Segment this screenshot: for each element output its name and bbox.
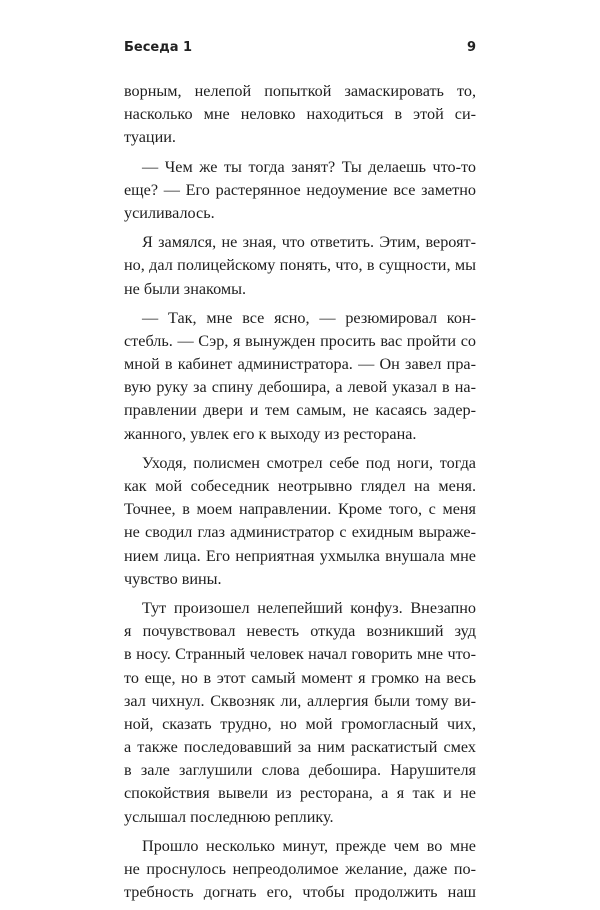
paragraph	[124, 452, 476, 591]
text-line: спокойствия вывели из ресторана, а я так и не	[124, 784, 476, 803]
text-line: Точнее, в моем направлении. Кроме того, с меня	[124, 500, 476, 519]
text-line: мной в кабинет администратора. — Он завел пра-	[124, 355, 476, 374]
text-line: усиливалось.	[124, 203, 215, 222]
page-number: 9	[466, 40, 476, 55]
text-line: требность догнать его, чтобы продолжить наш	[124, 883, 476, 902]
text-line: ворным, нелепой попыткой замаскировать то,	[124, 82, 476, 100]
text-line: то еще, но в этот самый момент я громко на весь	[124, 668, 476, 687]
text-line: чувство вины.	[124, 569, 222, 588]
text-line: не проснулось непреодолимое желание, даже по-	[124, 860, 476, 878]
text-line: в зале заглушили слова дебошира. Нарушителя	[124, 761, 476, 780]
text-line: как мой собеседник неотрывно глядел на меня.	[124, 477, 476, 495]
text-line: насколько мне неловко находиться в этой си-	[124, 105, 476, 124]
text-line: стебль. — Сэр, я вынужден просить вас пройти со	[124, 331, 476, 350]
running-title: Беседа 1	[124, 40, 193, 55]
text-line: не сводил глаз администратор с ехидным выраже-	[124, 523, 476, 542]
text-line: жанного, увлек его к выходу из ресторана.	[124, 424, 417, 443]
text-line: Тут произошел нелепейший конфуз. Внезапно	[142, 598, 476, 617]
paragraph	[124, 231, 476, 301]
paragraph	[124, 597, 476, 829]
text-line: правлении двери и тем самым, не касаясь задер-	[124, 401, 476, 420]
text-line: но, дал полицейскому понять, что, в сущности, мы	[124, 256, 476, 275]
text-line: в носу. Странный человек начал говорить мне что-	[124, 645, 476, 664]
page-header	[124, 40, 476, 60]
paragraph	[124, 156, 476, 226]
text-line: — Так, мне все ясно, — резюмировал кон-	[142, 308, 476, 327]
paragraph	[124, 307, 476, 446]
text-line: не были знакомы.	[124, 279, 247, 298]
text-line: зал чихнул. Сквозняк ли, аллергия были тому ви-	[124, 691, 476, 710]
text-line: туации.	[124, 128, 176, 147]
text-line: нием лица. Его неприятная ухмылка внушала мне	[124, 546, 476, 565]
paragraph	[124, 80, 476, 150]
text-line: услышал последнюю реплику.	[124, 807, 334, 826]
body-text	[124, 80, 476, 910]
text-line: а также последовавший за ним раскатистый смех	[124, 738, 476, 757]
text-line: ной, сказать трудно, но мой громогласный чих,	[124, 714, 476, 733]
text-line: Прошло несколько минут, прежде чем во мне	[142, 836, 476, 855]
text-line: Уходя, полисмен смотрел себе под ноги, тогда	[142, 453, 476, 472]
text-line: я почувствовал невесть откуда возникший зуд	[124, 622, 476, 641]
text-line: — Чем же ты тогда занят? Ты делаешь что-то	[142, 157, 476, 176]
text-line: Я замялся, не зная, что ответить. Этим, вероят-	[142, 233, 476, 252]
text-line: вую руку за спину дебошира, а левой указал в на-	[124, 378, 476, 397]
paragraph	[124, 835, 476, 905]
text-line: еще? — Его растерянное недоумение все заметно	[124, 180, 476, 199]
